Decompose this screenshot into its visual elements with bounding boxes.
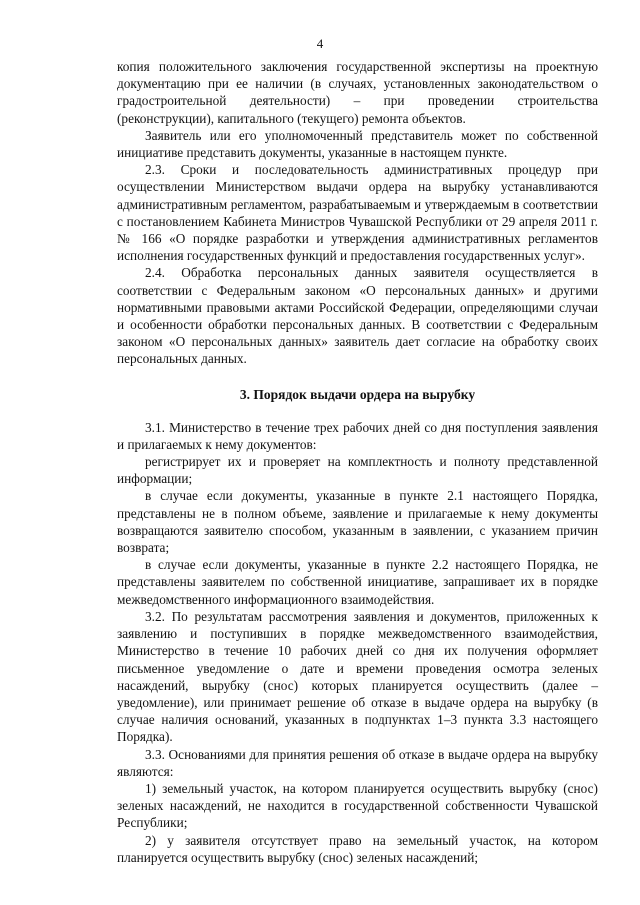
- paragraph-3-1: 3.1. Министерство в течение трех рабочих дней со дня поступления заявления и прилагаемых к нему документов:: [117, 419, 598, 452]
- paragraph-3-1-request: в случае если документы, указанные в пункте 2.2 настоящего Порядка, не представлены заявителем по собственной инициативе, запрашивает их в порядке межведомственного информационного взаимодействия.: [117, 557, 598, 607]
- paragraph-applicant-initiative: Заявитель или его уполномоченный представитель может по собственной инициативе представить документы, указанные в настоящем пункте.: [117, 127, 598, 161]
- paragraph-3-1-register: регистрирует их и проверяет на комплектность и полноту представленной информации;: [117, 454, 598, 487]
- document-body: [117, 58, 598, 866]
- paragraph-3-3: 3.3. Основаниями для принятия решения об отказе в выдаче ордера на вырубку являются:: [117, 746, 598, 779]
- paragraph-2-4: 2.4. Обработка персональных данных заявителя осуществляется в соответствии с Федеральным законом «О персональных данных» и другими нормативными правовыми актами Российской Федерации, определяющими случаи и особенности обработки персональных данных. В соответствии с Федеральным законом «О персональных данных» заявитель дает согласие на обработку своих персональных данных.: [117, 265, 598, 367]
- section-heading: 3. Порядок выдачи ордера на вырубку: [239, 386, 476, 402]
- paragraph-expertise-copy: копия положительного заключения государственной экспертизы на проектную документацию при ее наличии (в случаях, установленных законодательством о градостроительной деятельности) – при проведении строительства (реконструкции), капитального (текущего) ремонта объектов.: [117, 59, 598, 126]
- paragraph-3-2: 3.2. По результатам рассмотрения заявления и документов, приложенных к заявлению и поступивших в порядке межведомственного взаимодействия, Министерство в течение 10 рабочих дней со дня их получения оформляет письменное уведомление о дате и времени проведения осмотра зеленых насаждений, вырубку (снос) которых планируется осуществить (далее – уведомление), или принимает решение об отказе в выдаче ордера на вырубку (в случае наличия оснований, указанных в подпунктах 1–3 пункта 3.3 настоящего Порядка).: [117, 608, 598, 745]
- page-number: 4: [316, 36, 324, 51]
- paragraph-3-1-incomplete: в случае если документы, указанные в пункте 2.1 настоящего Порядка, представлены не в полном объеме, заявление и прилагаемые к нему документы возвращаются заявителю способом, указанным в заявлении, с указанием причин возврата;: [117, 488, 598, 556]
- paragraph-3-3-item-1: 1) земельный участок, на котором планируется осуществить вырубку (снос) зеленых насаждений, не находится в государственной собственности Чувашской Республики;: [117, 780, 598, 831]
- paragraph-2-3: 2.3. Сроки и последовательность административных процедур при осуществлении Министерством выдачи ордера на вырубку устанавливаются административным регламентом, разрабатываемым и утверждаемым в соответствии с постановлением Кабинета Министров Чувашской Республики от 29 апреля 2011 г. № 166 «О порядке разработки и утверждения административных регламентов исполнения государственных функций и предоставления государственных услуг».: [117, 162, 598, 264]
- paragraph-3-3-item-2: 2) у заявителя отсутствует право на земельный участок, на котором планируется осуществить вырубку (снос) зеленых насаждений;: [117, 832, 598, 865]
